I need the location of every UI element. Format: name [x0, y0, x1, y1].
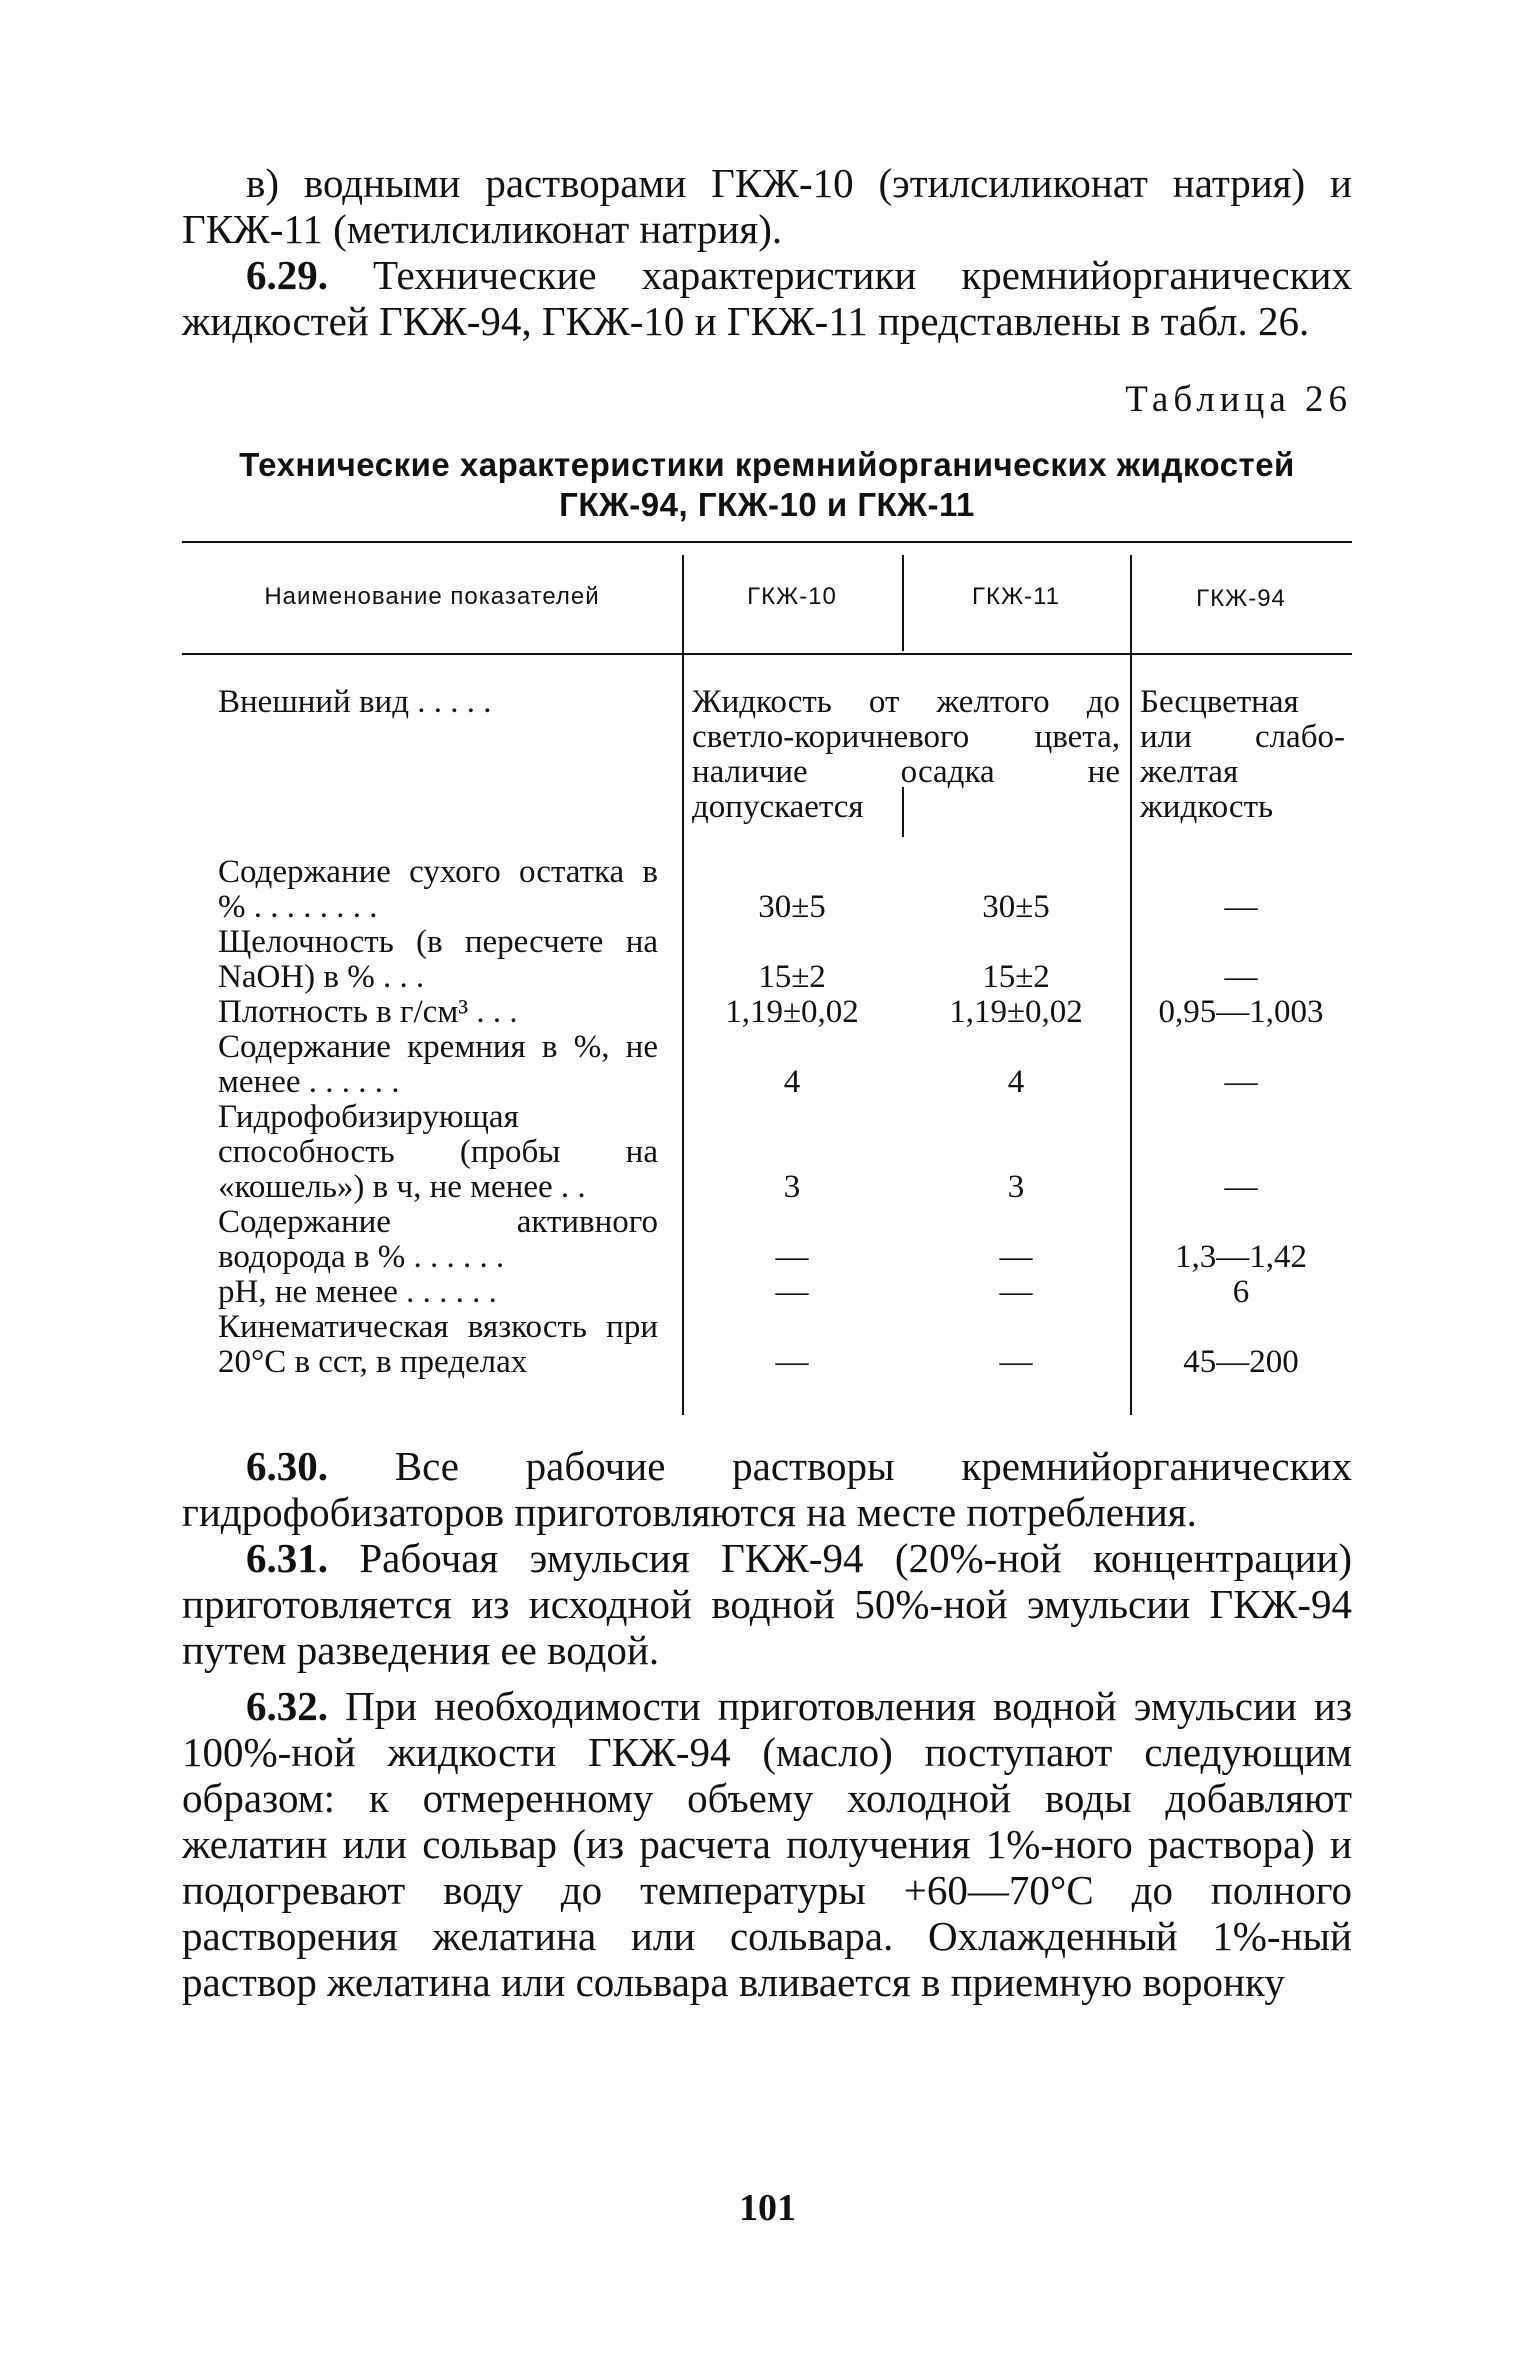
- cell-silicon-gkzh-11: 4: [1007, 1064, 1025, 1100]
- cell-hydrophobizing-gkzh-10: 3: [783, 1169, 801, 1205]
- paragraph-6-28-v: [182, 160, 1352, 252]
- row-name-viscosity: Кинематическая вязкость при 20°C в сст, в пределах: [218, 1309, 658, 1380]
- paragraph-number: 6.32.: [246, 1683, 328, 1729]
- paragraph-text: Рабочая эмульсия ГКЖ-94 (20%-ной концентрации) приготовляется из исходной водной 50%-ной эмульсии ГКЖ-94 путем разведения ее водой.: [182, 1535, 1353, 1673]
- cell-alkalinity-gkzh-11: 15±2: [982, 959, 1050, 995]
- table-title-line-1: Технические характеристики кремнийорганических жидкостей: [239, 446, 1295, 483]
- table-title-line-2: ГКЖ-94, ГКЖ-10 и ГКЖ-11: [559, 486, 975, 523]
- table-title: [182, 445, 1352, 525]
- row-name-density: Плотность в г/см³ . . .: [218, 994, 518, 1030]
- cell-dry-residue-gkzh-11: 30±5: [982, 889, 1050, 925]
- paragraph-6-32: [182, 1683, 1352, 2005]
- cell-silicon-gkzh-10: 4: [783, 1064, 801, 1100]
- cell-active-hydrogen-gkzh-94: 1,3—1,42: [1175, 1239, 1307, 1275]
- cell-viscosity-gkzh-10: —: [775, 1344, 809, 1380]
- header-gkzh-11: ГКЖ-11: [971, 583, 1061, 610]
- cell-alkalinity-gkzh-10: 15±2: [758, 959, 826, 995]
- header-indicator-name: Наименование показателей: [264, 583, 600, 610]
- table-header-rule: [182, 653, 1352, 655]
- paragraph-6-31: [182, 1535, 1352, 1673]
- row-name-appearance: Внешний вид . . . . .: [218, 684, 492, 720]
- cell-ph-gkzh-94: 6: [1232, 1274, 1250, 1310]
- row-name-hydrophobizing: Гидрофобизирующая способность (пробы на «кошель») в ч, не менее . .: [218, 1099, 658, 1205]
- row-name-alkalinity: Щелочность (в пересчете на NaOH) в % . . .: [218, 924, 658, 995]
- cell-alkalinity-gkzh-94: —: [1224, 959, 1258, 995]
- cell-silicon-gkzh-94: —: [1224, 1064, 1258, 1100]
- cell-hydrophobizing-gkzh-94: —: [1224, 1169, 1258, 1205]
- spec-table: [182, 537, 1352, 1437]
- row-name-ph: pH, не менее . . . . . .: [218, 1274, 497, 1310]
- cell-hydrophobizing-gkzh-11: 3: [1007, 1169, 1025, 1205]
- paragraph-number: 6.31.: [246, 1535, 328, 1581]
- paragraph-number: 6.30.: [246, 1443, 328, 1489]
- row-name-silicon: Содержание кремния в %, не менее . . . . . .: [218, 1029, 658, 1100]
- document-page: [182, 160, 1352, 2005]
- cell-density-gkzh-94: 0,95—1,003: [1158, 994, 1324, 1030]
- header-gkzh-10: ГКЖ-10: [747, 583, 837, 610]
- cell-dry-residue-gkzh-94: —: [1224, 889, 1258, 925]
- cell-dry-residue-gkzh-10: 30±5: [758, 889, 826, 925]
- row-name-active-hydrogen: Содержание активного водорода в % . . . . . .: [218, 1204, 658, 1275]
- table-label: Таблица 26: [1125, 379, 1352, 420]
- header-gkzh-94: ГКЖ-94: [1196, 585, 1286, 612]
- cell-viscosity-gkzh-94: 45—200: [1183, 1344, 1299, 1380]
- paragraph-text: в) водными растворами ГКЖ-10 (этилсиликонат натрия) и ГКЖ-11 (метилсиликонат натрия).: [182, 160, 1352, 252]
- table-top-rule: [182, 541, 1352, 543]
- cell-ph-gkzh-10: —: [775, 1274, 809, 1310]
- cell-active-hydrogen-gkzh-10: —: [775, 1239, 809, 1275]
- page-number: 101: [739, 2187, 796, 2229]
- cell-density-gkzh-11: 1,19±0,02: [949, 994, 1083, 1030]
- cell-appearance-gkzh-10-11: Жидкость от желтого до светло-коричневого цвета, наличие осадка не допускается: [692, 684, 1120, 825]
- cell-viscosity-gkzh-11: —: [999, 1344, 1033, 1380]
- cell-active-hydrogen-gkzh-11: —: [999, 1239, 1033, 1275]
- cell-density-gkzh-10: 1,19±0,02: [725, 994, 859, 1030]
- paragraph-text: При необходимости приготовления водной эмульсии из 100%-ной жидкости ГКЖ-94 (масло) поступают следующим образом: к отмеренному объему холодной воды добавляют желатин или сольвар (из расчета получения 1%-ного раствора) и подогревают воду до температуры +60—70°C до полного растворения желатина или сольвара. Охлажденный 1%-ный раствор желатина или сольвара вливается в приемную воронку: [182, 1683, 1353, 2005]
- row-name-dry-residue: Содержание сухого остатка в % . . . . . . . .: [218, 854, 658, 925]
- paragraph-text: Все рабочие растворы кремнийорганических гидрофобизаторов приготовляются на месте потребления.: [182, 1443, 1352, 1535]
- paragraph-6-29: [182, 252, 1352, 344]
- paragraph-number: 6.29.: [246, 252, 328, 298]
- cell-appearance-gkzh-94: Бесцветная или слабо-желтая жидкость: [1140, 684, 1345, 825]
- paragraph-6-30: [182, 1443, 1352, 1535]
- cell-ph-gkzh-11: —: [999, 1274, 1033, 1310]
- paragraph-text: Технические характеристики кремнийорганических жидкостей ГКЖ-94, ГКЖ-10 и ГКЖ-11 представлены в табл. 26.: [182, 252, 1352, 344]
